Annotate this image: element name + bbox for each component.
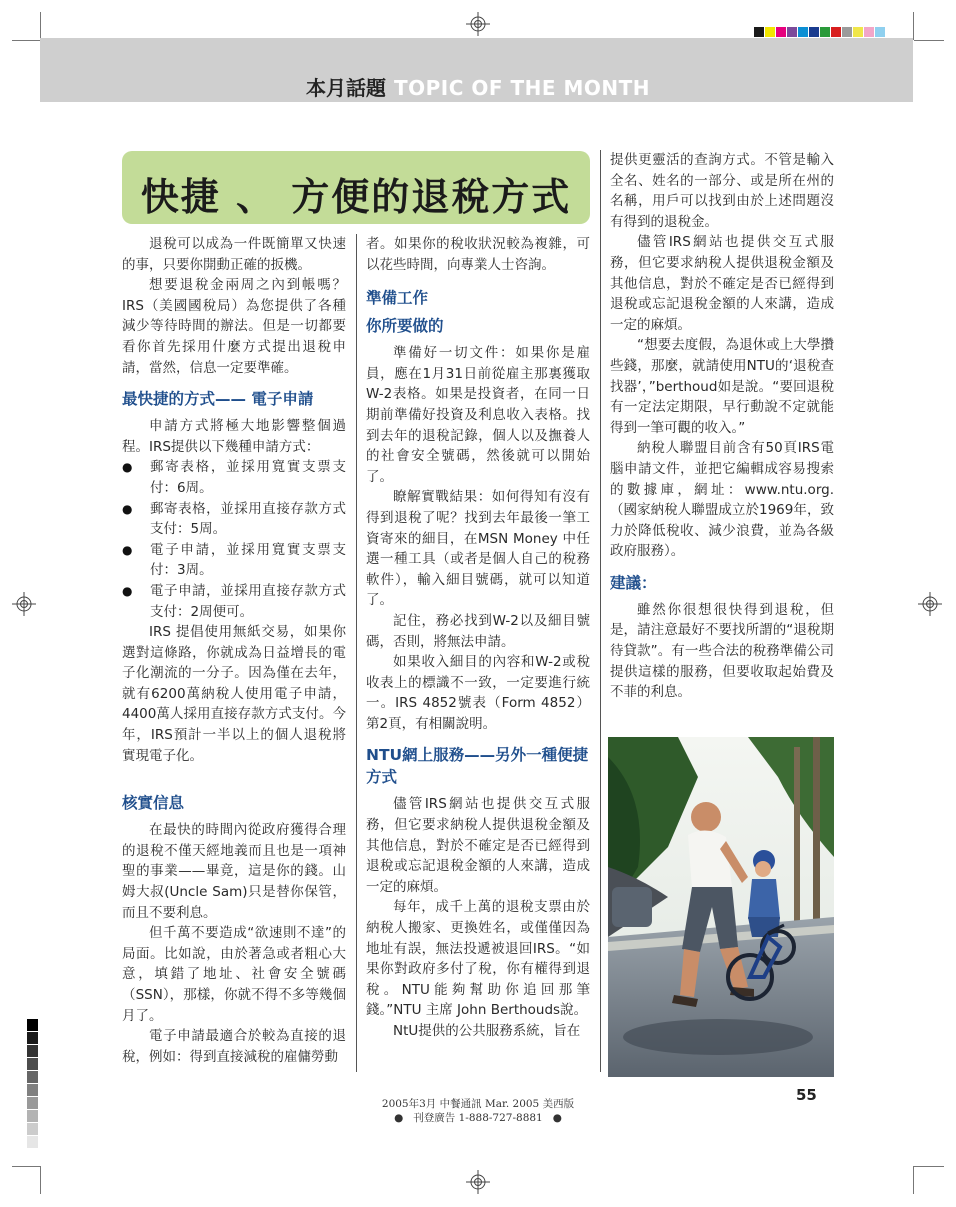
gray-step <box>27 1032 38 1044</box>
paragraph: 退稅可以成為一件既簡單又快速的事，只要你開動正確的扳機。 <box>122 236 346 273</box>
column-divider-2 <box>600 150 601 1072</box>
father-child-bicycle-photo <box>608 737 834 1077</box>
paragraph: 納稅人聯盟目前含有50頁IRS電腦申請文件，並把它編輯成容易搜索的數據庫，網址：www.ntu.org.（國家納稅人聯盟成立於1969年，致力於降低稅收、減少浪費，並為各級政府服務）。 <box>610 440 834 560</box>
paragraph: IRS 提倡使用無紙交易，如果你選對這條路，你就成為日益增長的電子化潮流的一分子。因為僅在去年，就有6200萬納稅人使用電子申請，4400萬人採用直接存款方式支付。今年，IRS預計一半以上的個人退稅將實現電子化。 <box>122 624 346 764</box>
paragraph: 儘管IRS網站也提供交互式服務，但它要求納稅人提供退稅金額及其他信息，對於不確定是否已經得到退稅或忘記退稅金額的人來講，造成一定的麻煩。 <box>366 796 590 895</box>
paragraph: NtU提供的公共服務系統，旨在 <box>393 1023 581 1039</box>
paragraph: “想要去度假，為退休或上大學攢些錢，那麼，就請使用NTU的‘退稅查找器’，”berthoud如是說。“要回退稅有一定法定期限，早行動說不定就能得到一筆可觀的收入。” <box>610 337 834 436</box>
list-item: ● 郵寄表格，並採用直接存款方式支付：5周。 <box>122 499 346 540</box>
color-swatch <box>776 27 786 37</box>
section-heading-verify: 核實信息 <box>122 794 185 813</box>
color-swatch <box>853 27 863 37</box>
paragraph: 如果收入細目的內容和W-2或稅收表上的標識不一致，一定要進行統一。IRS 4852號表（Form 4852）第2頁，有相關說明。 <box>366 654 590 732</box>
registration-mark-left <box>12 592 36 616</box>
color-swatch <box>787 27 797 37</box>
color-swatch <box>875 27 885 37</box>
paragraph: 但千萬不要造成“欲速則不達”的局面。比如說，由於著急或者粗心大意，填錯了地址、社會安全號碼（SSN），那樣，你就不得不多等幾個月了。 <box>122 925 346 1024</box>
registration-mark-bottom <box>466 1170 490 1194</box>
paragraph: 申請方式將極大地影響整個過程。IRS提供以下幾種申請方式： <box>122 418 346 455</box>
section-heading-ntu: NTU網上服務——另外一種便捷方式 <box>366 746 589 787</box>
paragraph: 想要退稅金兩周之內到帳嗎？IRS（美國國稅局）為您提供了各種減少等待時間的辦法。但是一切都要看你首先採用什麼方式提出退稅申請，當然，信息一定要準確。 <box>122 277 346 376</box>
section-header-zh: 本月話題 <box>305 76 386 100</box>
footer-issue-line: 2005年3月 中餐通訊 Mar. 2005 美西版 <box>381 1098 575 1110</box>
section-heading-fast: 最快捷的方式—— 電子申請 <box>122 390 314 409</box>
paragraph: 儘管IRS網站也提供交互式服務，但它要求納稅人提供退稅金額及其他信息，對於不確定是否已經得到退稅或忘記退稅金額的人來講，造成一定的麻煩。 <box>610 234 834 333</box>
filing-options-list <box>122 457 346 622</box>
article-title: 快捷 、 方便的退稅方式 <box>140 175 572 219</box>
page-number: 55 <box>796 1086 817 1104</box>
article-column-2 <box>366 234 590 1042</box>
paragraph: 每年，成千上萬的退稅支票由於納稅人搬家、更換姓名，或僅僅因為地址有誤，無法投遞被退回IRS。“如果你對政府多付了稅，你有權得到退稅。NTU能夠幫助你追回那筆錢。”NTU 主席 John Berthouds說。 <box>366 899 590 1019</box>
paragraph: 雖然你很想很快得到退稅，但是，請注意最好不要找所謂的“退稅期待貸款”。有一些合法的稅務準備公司提供這樣的服務，但要收取起始費及不菲的利息。 <box>610 601 834 701</box>
paragraph: 瞭解實戰結果：如何得知有沒有得到退稅了呢？找到去年最後一筆工資寄來的細目，在MSN Money 中任選一種工具（或者是個人自己的稅務軟件），輸入細目號碼，就可以知道了。 <box>366 489 590 609</box>
footer-ad-line <box>0 1110 956 1125</box>
section-heading-todo: 你所要做的 <box>366 317 444 336</box>
color-swatch <box>809 27 819 37</box>
registration-mark-right <box>918 592 942 616</box>
list-item: ● 郵寄表格，並採用寬實支票支付：6周。 <box>122 457 346 498</box>
gray-step <box>27 1058 38 1070</box>
section-heading-prep: 準備工作 <box>366 289 429 308</box>
gray-step <box>27 1019 38 1031</box>
color-swatch <box>842 27 852 37</box>
footer-ad-text: 刊登廣告 1-888-727-8881 <box>413 1112 543 1124</box>
section-header-en: TOPIC OF THE MONTH <box>393 76 651 100</box>
gray-step <box>27 1045 38 1057</box>
color-swatch <box>798 27 808 37</box>
color-swatch <box>820 27 830 37</box>
gray-step <box>27 1084 38 1096</box>
article-column-1 <box>122 234 346 1067</box>
list-item: ● 電子申請，並採用寬實支票支付：3周。 <box>122 540 346 581</box>
bullet-icon: ● <box>394 1112 404 1124</box>
article-column-3 <box>610 150 834 703</box>
color-swatch <box>864 27 874 37</box>
section-heading-advice: 建議： <box>610 573 657 592</box>
gray-step <box>27 1071 38 1083</box>
color-swatch <box>765 27 775 37</box>
section-header <box>0 72 956 101</box>
paragraph: 電子申請最適合於較為直接的退稅，例如：得到直接減稅的雇傭勞動 <box>122 1028 346 1065</box>
bullet-icon: ● <box>552 1112 562 1124</box>
paragraph: 準備好一切文件：如果你是雇員，應在1月31日前從雇主那裏獲取W-2表格。如果是投資者，在同一日期前準備好投資及利息收入表格。找到去年的退稅記錄，個人以及撫養人的社會安全號碼，然後就可以開始了。 <box>366 345 590 485</box>
paragraph: 記住，務必找到W-2以及細目號碼，否則，將無法申請。 <box>366 612 590 650</box>
color-swatch <box>831 27 841 37</box>
gray-step <box>27 1136 38 1148</box>
column-divider-1 <box>356 234 357 1072</box>
paragraph: 提供更靈活的查詢方式。不管是輸入全名、姓名的一部分、或是所在州的名稱，用戶可以找到由於上述問題沒有得到的退稅金。 <box>610 152 834 230</box>
color-swatch <box>754 27 764 37</box>
registration-mark-top <box>466 12 490 36</box>
paragraph: 在最快的時間內從政府獲得合理的退稅不僅天經地義而且也是一項神聖的事業——畢竟，這是你的錢。山姆大叔(Uncle Sam)只是替你保管，而且不要利息。 <box>122 822 346 921</box>
paragraph: 者。如果你的稅收狀況較為複雜，可以花些時間，向專業人士咨詢。 <box>366 236 590 273</box>
list-item: ● 電子申請，並採用直接存款方式支付：2周便可。 <box>122 581 346 622</box>
